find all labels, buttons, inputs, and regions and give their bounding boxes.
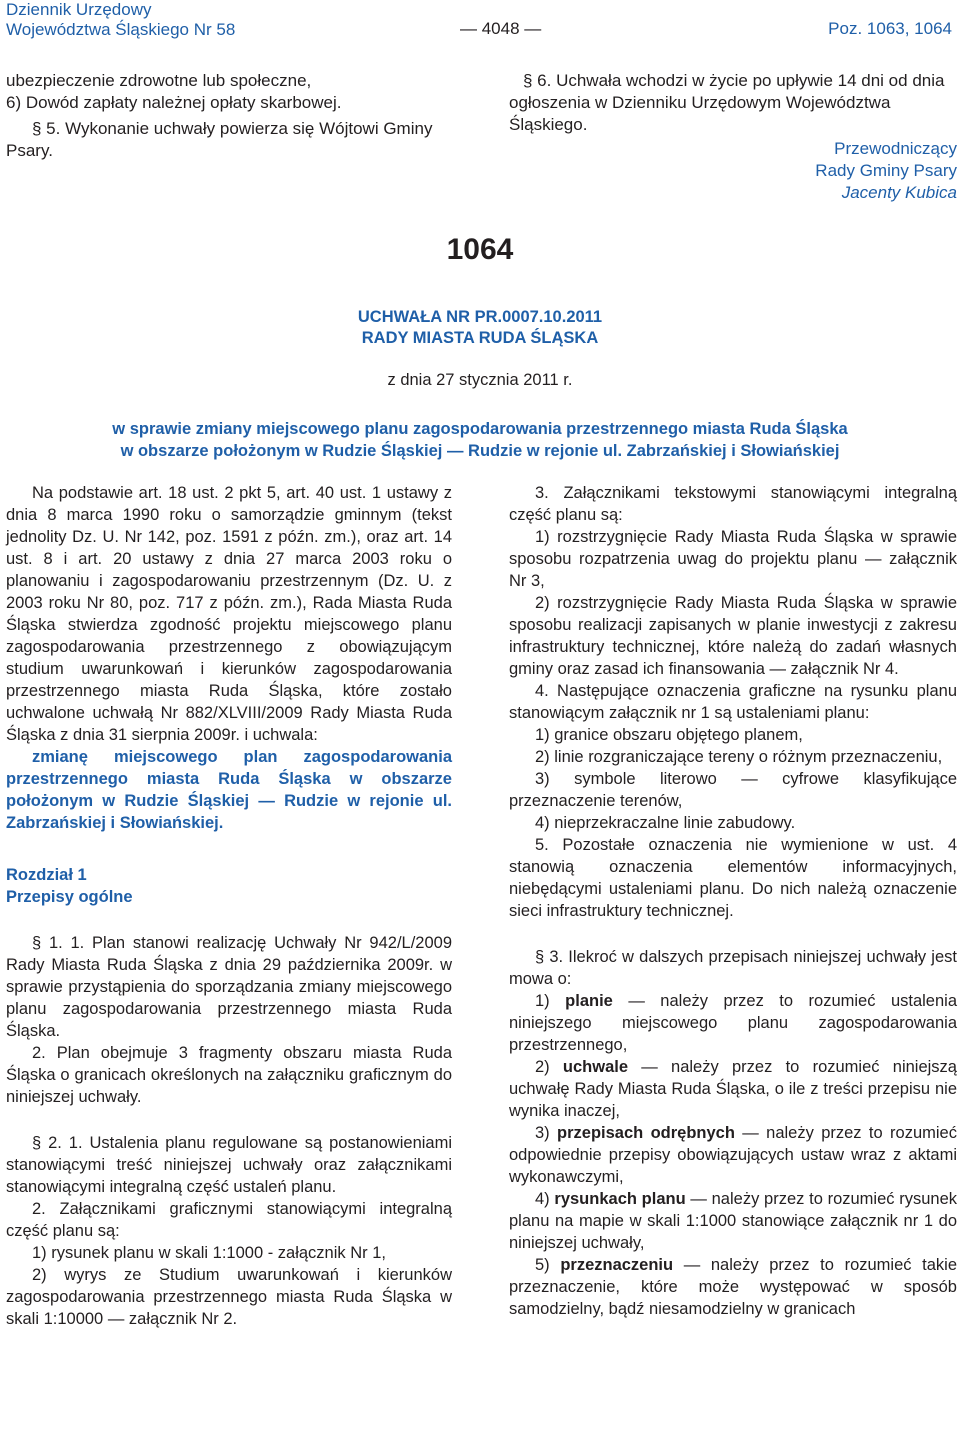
position-number: Poz. 1063, 1064 — [828, 19, 952, 38]
act-subject-line1: w sprawie zmiany miejscowego planu zagospodarowania przestrzennego miasta Ruda Śląska — [112, 420, 848, 438]
journal-title-line2: Województwa Śląskiego Nr 58 — [6, 20, 236, 39]
act-title-line1: UCHWAŁA NR PR.0007.10.2011 — [357, 308, 603, 326]
definition-3 — [509, 1122, 957, 1188]
prev-left-p2: 6) Dowód zapłaty należnej opłaty skarbowej. — [6, 93, 342, 112]
prev-left-p3: § 5. Wykonanie uchwały powierza się Wójtowi Gminy Psary. — [6, 119, 433, 160]
definition-1-term: planie — [565, 992, 613, 1010]
definition-5-text: — należy przez to rozumieć takie przeznaczenie, które może występować w sposób samodzielny, bądź niesamodzielny w granicach — [509, 1256, 957, 1318]
section-2-item-2: 2) wyrys ze Studium uwarunkowań i kierunków zagospodarowania przestrzennego miasta Ruda Śląska w skali 1:10000 — załącznik Nr 2. — [6, 1266, 452, 1328]
signature-role: Przewodniczący — [834, 139, 957, 158]
definition-5-num: 5) — [535, 1256, 550, 1274]
act-subject — [0, 418, 960, 462]
definition-4-term: rysunkach planu — [554, 1190, 686, 1208]
definition-1-text: — należy przez to rozumieć ustalenia niniejszego miejscowego planu zagospodarowania przestrzennego, — [509, 992, 957, 1054]
right-column — [509, 482, 957, 1320]
section-3-intro: § 3. Ilekroć w dalszych przepisach niniejszej uchwały jest mowa o: — [509, 948, 957, 988]
preamble: Na podstawie art. 18 ust. 2 pkt 5, art. 40 ust. 1 ustawy z dnia 8 marca 1990 roku o samorządzie gminnym (tekst jednolity Dz. U. Nr 142, poz. 1591 z późn. zm.), oraz art. 14 ust. 8 i art. 20 ustawy z dnia 27 marca 2003 roku o planowaniu i zagospodarowaniu przestrzennym (Dz. U. z 2003 roku Nr 80, poz. 717 z późn. zm.), Rada Miasta Ruda Śląska stwierdza zgodność projektu miejscowego planu zagospodarowania przestrzennego z obowiązującym studium uwarunkowań i kierunków zagospodarowania przestrzennego miasta Ruda Śląska, które zostało uchwalone uchwałą Nr 882/XLVIII/2009 Rady Miasta Ruda Śląska z dnia 31 sierpnia 2009r. i uchwala: — [6, 484, 452, 744]
journal-title-line1: Dziennik Urzędowy — [6, 0, 152, 19]
chapter-title: Przepisy ogólne — [6, 888, 133, 906]
section-2-para-2: 2. Załącznikami graficznymi stanowiącymi integralną część planu są: — [6, 1200, 452, 1240]
left-column — [6, 482, 452, 1330]
definition-1 — [509, 990, 957, 1056]
definition-1-num: 1) — [535, 992, 550, 1010]
definition-5-term: przeznaczeniu — [560, 1256, 674, 1274]
section-2-para-5: 5. Pozostałe oznaczenia nie wymienione w ust. 4 stanowią oznaczenia elementów informacyjnych, niebędącymi ustaleniami planu. Do nich należą oznaczenie sieci infrastruktury technicznej. — [509, 836, 957, 920]
definition-4-text: — należy przez to rozumieć rysunek planu na mapie w skali 1:1000 stanowiące załącznik nr 1 do niniejszej uchwały, — [509, 1190, 958, 1252]
resolution-text: zmianę miejscowego plan zagospodarowania przestrzennego miasta Ruda Śląska w obszarze położonym w Rudzie Śląskiej — Rudzie w rejonie ul. Zabrzańskiej i Słowiańskiej. — [6, 748, 452, 832]
definition-4-num: 4) — [535, 1190, 550, 1208]
definition-3-term: przepisach odrębnych — [557, 1124, 735, 1142]
page-number: — 4048 — — [460, 19, 542, 38]
definition-5 — [509, 1254, 957, 1320]
definition-2-text: — należy przez to rozumieć niniejszą uchwałę Rady Miasta Ruda Śląska, o ile z treści przepisu nie wynika inaczej, — [509, 1058, 957, 1120]
signature-body: Rady Gminy Psary — [815, 161, 957, 180]
section-2-para-4-item-2: 2) linie rozgraniczające tereny o różnym przeznaczeniu, — [535, 748, 943, 766]
section-1-para-1: § 1. 1. Plan stanowi realizację Uchwały Nr 942/L/2009 Rady Miasta Ruda Śląska z dnia 29 października 2009r. w sprawie przystąpienia do sporządzania zmiany miejscowego planu zagospodarowania przestrzennego miasta Ruda Śląska. — [6, 934, 452, 1040]
signature-block — [509, 138, 957, 204]
journal-title — [6, 0, 235, 40]
section-2-para-3: 3. Załącznikami tekstowymi stanowiącymi integralną część planu są: — [509, 484, 957, 524]
section-2-para-4-item-1: 1) granice obszaru objętego planem, — [535, 726, 803, 744]
definition-3-text: — należy przez to rozumieć odpowiednie przepisy obowiązujących ustaw wraz z aktami wykonawczymi, — [509, 1124, 957, 1186]
act-title-line2: RADY MIASTA RUDA ŚLĄSKA — [361, 329, 599, 347]
definition-2-num: 2) — [535, 1058, 550, 1076]
signature-name: Jacenty Kubica — [841, 183, 957, 202]
chapter-heading: Rozdział 1 — [6, 866, 87, 884]
section-2-para-1: § 2. 1. Ustalenia planu regulowane są postanowieniami stanowiącymi treść niniejszej uchwały oraz załącznikami stanowiącymi integralną część ustaleń planu. — [6, 1134, 452, 1196]
definition-4 — [509, 1188, 957, 1254]
prev-right-p1: § 6. Uchwała wchodzi w życie po upływie 14 dni od dnia ogłoszenia w Dzienniku Urzędowym Województwa Śląskiego. — [509, 71, 945, 134]
previous-act-left — [6, 70, 452, 162]
act-title — [0, 307, 960, 349]
definition-3-num: 3) — [535, 1124, 550, 1142]
act-date: z dnia 27 stycznia 2011 r. — [387, 371, 573, 389]
section-2-para-4-item-4: 4) nieprzekraczalne linie zabudowy. — [535, 814, 796, 832]
act-number: 1064 — [446, 233, 514, 266]
section-2-para-4-item-3: 3) symbole literowo — cyfrowe klasyfikujące przeznaczenie terenów, — [509, 770, 957, 810]
section-2-para-3-item-2: 2) rozstrzygnięcie Rady Miasta Ruda Śląska w sprawie sposobu realizacji zapisanych w planie inwestycji z zakresu infrastruktury technicznej, które należą do zadań własnych gminy oraz zasad ich finansowania — załącznik Nr 4. — [509, 594, 957, 678]
section-2-para-4: 4. Następujące oznaczenia graficzne na rysunku planu stanowiącym załącznik nr 1 są ustaleniami planu: — [509, 682, 957, 722]
section-1-para-2: 2. Plan obejmuje 3 fragmenty obszaru miasta Ruda Śląska o granicach określonych na załączniku graficznym do niniejszej uchwały. — [6, 1044, 452, 1106]
definition-2 — [509, 1056, 957, 1122]
section-2-para-3-item-1: 1) rozstrzygnięcie Rady Miasta Ruda Śląska w sprawie sposobu rozpatrzenia uwag do projektu planu — załącznik Nr 3, — [509, 528, 957, 590]
act-subject-line2: w obszarze położonym w Rudzie Śląskiej — Rudzie w rejonie ul. Zabrzańskiej i Słowiańskiej — [120, 442, 840, 460]
prev-left-p1: ubezpieczenie zdrowotne lub społeczne, — [6, 71, 312, 90]
definition-2-term: uchwale — [562, 1058, 629, 1076]
previous-act-right — [509, 70, 957, 204]
section-2-item-1: 1) rysunek planu w skali 1:1000 - załącznik Nr 1, — [32, 1244, 386, 1262]
